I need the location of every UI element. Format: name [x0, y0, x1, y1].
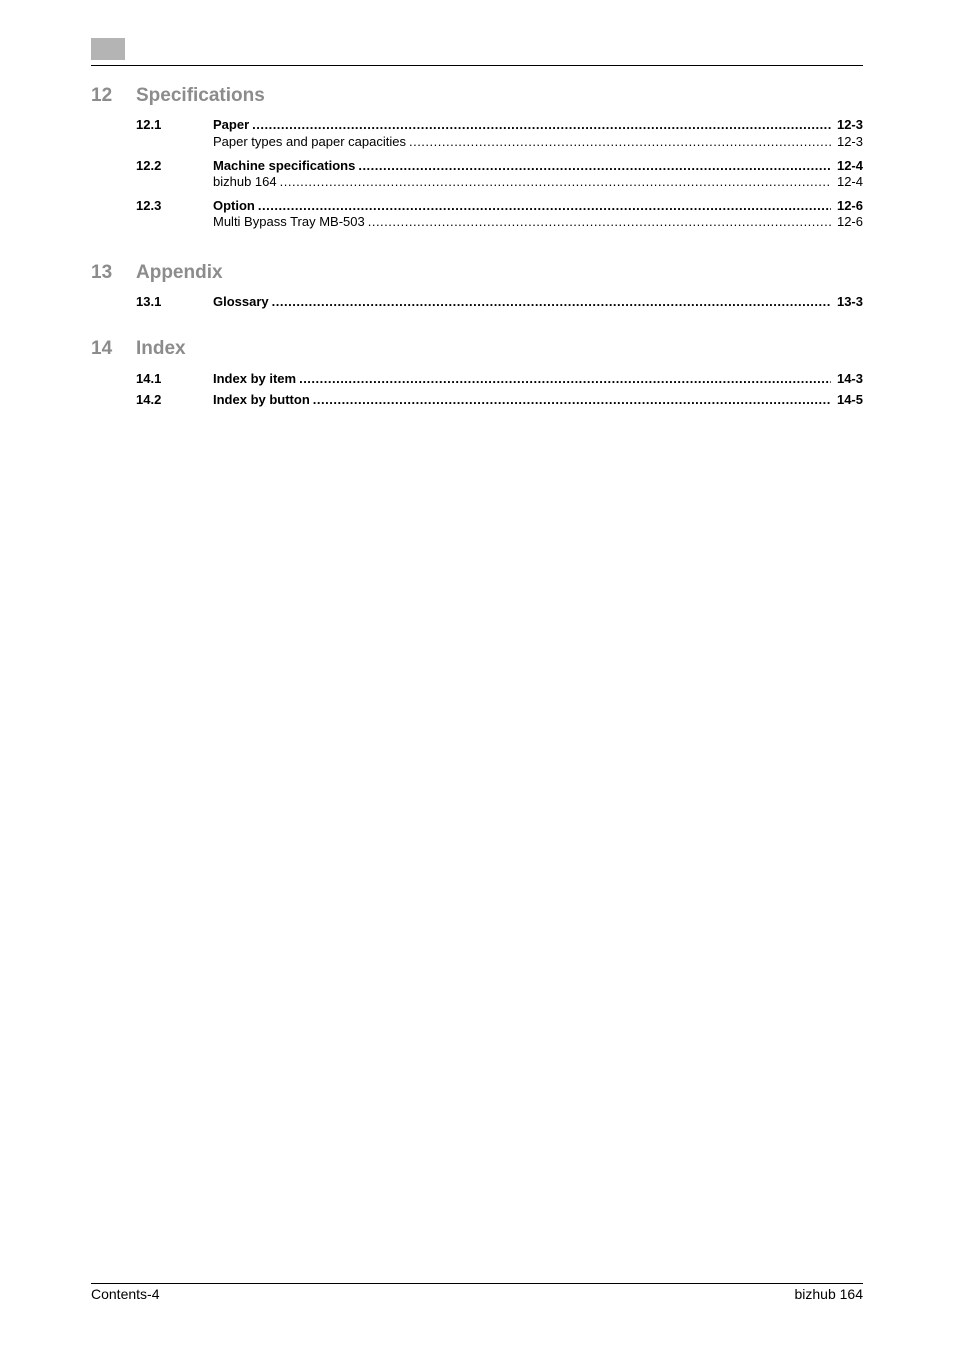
- header-chapter-tab: [91, 38, 125, 60]
- toc-entry-12-3[interactable]: [91, 197, 863, 214]
- toc-entry-12-1[interactable]: [91, 116, 863, 133]
- chapter-title: Appendix: [136, 262, 223, 283]
- dot-leader: [409, 133, 831, 150]
- section-title: Option: [213, 198, 255, 213]
- header-rule: [91, 65, 863, 66]
- subsection-title: bizhub 164: [213, 174, 277, 189]
- toc-entry-body: [213, 293, 863, 310]
- toc-entry-body: [213, 213, 863, 230]
- chapter-heading-14: [91, 337, 863, 361]
- page-reference: 13-3: [836, 294, 863, 309]
- dot-leader: [258, 197, 831, 214]
- toc-entry-body: [213, 197, 863, 214]
- toc-entry-body: [213, 173, 863, 190]
- section-title: Index by item: [213, 371, 297, 386]
- section-number: 14.2: [136, 392, 162, 407]
- toc-entry-12-2[interactable]: [91, 157, 863, 174]
- page-reference: 12-3: [836, 117, 863, 132]
- chapter-heading-12: [91, 84, 863, 108]
- subsection-title: Paper types and paper capacities: [213, 134, 406, 149]
- dot-leader: [252, 116, 831, 133]
- toc-subentry-12-1-1[interactable]: [91, 133, 863, 150]
- page-reference: 12-3: [836, 134, 863, 149]
- toc-entry-14-1[interactable]: [91, 370, 863, 387]
- chapter-heading-13: [91, 261, 863, 285]
- toc-entry-14-2[interactable]: [91, 391, 863, 408]
- toc-entry-body: [213, 116, 863, 133]
- section-number: 12.2: [136, 158, 162, 173]
- section-number: 14.1: [136, 371, 162, 386]
- toc-subentry-12-2-1[interactable]: [91, 173, 863, 190]
- footer-product-name: bizhub 164: [794, 1286, 863, 1302]
- chapter-title: Specifications: [136, 85, 265, 106]
- dot-leader: [272, 293, 831, 310]
- footer-rule: [91, 1283, 863, 1284]
- toc-entry-body: [213, 133, 863, 150]
- dot-leader: [280, 173, 831, 190]
- section-number: 13.1: [136, 294, 162, 309]
- page-reference: 12-6: [836, 198, 863, 213]
- toc-entry-body: [213, 370, 863, 387]
- section-title: Index by button: [213, 392, 310, 407]
- subsection-title: Multi Bypass Tray MB-503: [213, 214, 365, 229]
- dot-leader: [368, 213, 831, 230]
- toc-entry-13-1[interactable]: [91, 293, 863, 310]
- toc-subentry-12-3-1[interactable]: [91, 213, 863, 230]
- page-reference: 12-4: [836, 174, 863, 189]
- page-reference: 14-5: [836, 392, 863, 407]
- section-title: Glossary: [213, 294, 269, 309]
- chapter-number: 14: [91, 338, 113, 359]
- section-number: 12.1: [136, 117, 162, 132]
- chapter-title: Index: [136, 338, 186, 359]
- toc-entry-body: [213, 391, 863, 408]
- page-reference: 14-3: [836, 371, 863, 386]
- section-number: 12.3: [136, 198, 162, 213]
- dot-leader: [358, 157, 831, 174]
- footer-page-label: Contents-4: [91, 1286, 160, 1302]
- page-reference: 12-4: [836, 158, 863, 173]
- section-title: Paper: [213, 117, 250, 132]
- toc-entry-body: [213, 157, 863, 174]
- dot-leader: [299, 370, 831, 387]
- chapter-number: 13: [91, 262, 113, 283]
- section-title: Machine specifications: [213, 158, 356, 173]
- page-reference: 12-6: [836, 214, 863, 229]
- dot-leader: [313, 391, 831, 408]
- chapter-number: 12: [91, 85, 113, 106]
